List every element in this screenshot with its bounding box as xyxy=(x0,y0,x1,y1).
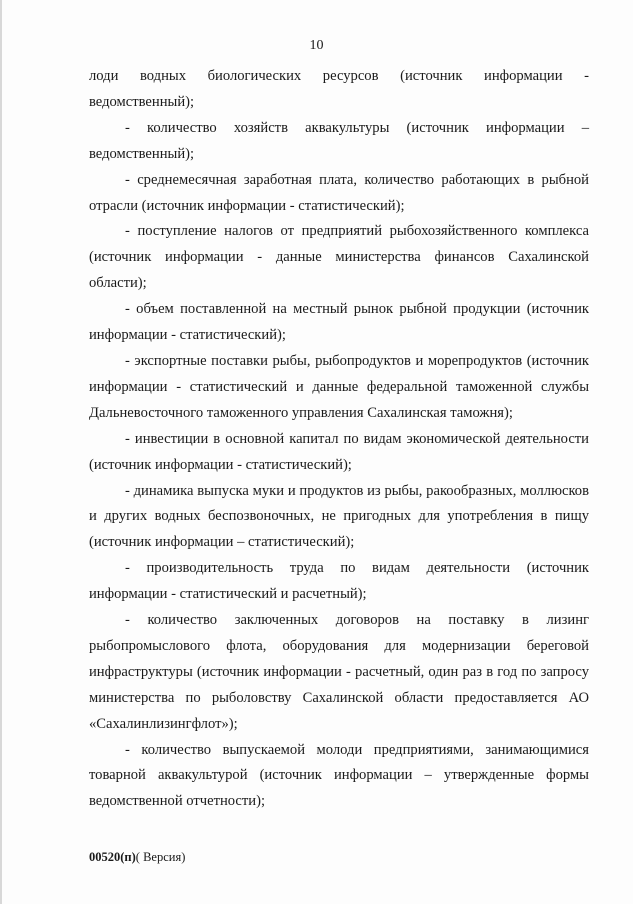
page-number: 10 xyxy=(309,38,324,53)
paragraph-continuation: лоди водных биологических ресурсов (источник информации - ведомственный); xyxy=(89,68,589,110)
list-item: - среднемесячная заработная плата, количество работающих в рыбной отрасли (источник информации - статистический); xyxy=(89,171,589,214)
list-item: - производительность труда по видам деятельности (источник информации - статистический и расчетный); xyxy=(89,560,589,603)
document-footer xyxy=(89,850,185,865)
document-version: ( Версия) xyxy=(135,850,186,864)
list-item: - количество выпускаемой молоди предприятиями, занимающимися товарной аквакультурой (источник информации – утвержденные формы ведомственной отчетности); xyxy=(89,741,589,810)
document-body xyxy=(89,64,589,815)
list-item: - количество заключенных договоров на поставку в лизинг рыбопромыслового флота, оборудования для модернизации береговой инфраструктуры (источник информации - расчетный, один раз в год по запросу министерства по рыболовству Сахалинской области предоставляется АО «Сахалинлизингфлот»); xyxy=(89,612,589,732)
scan-edge xyxy=(0,0,2,904)
list-item: - поступление налогов от предприятий рыбохозяйственного комплекса (источник информации - данные министерства финансов Сахалинской области); xyxy=(89,223,589,292)
list-item: - количество хозяйств аквакультуры (источник информации – ведомственный); xyxy=(89,119,589,162)
list-item: - экспортные поставки рыбы, рыбопродуктов и морепродуктов (источник информации - статистический и данные федеральной таможенной службы Дальневосточного таможенного управления Сахалинская таможня); xyxy=(89,352,589,421)
list-item: - объем поставленной на местный рынок рыбной продукции (источник информации - статистический); xyxy=(89,301,589,344)
document-code: 00520(п) xyxy=(89,850,136,864)
list-item: - инвестиции в основной капитал по видам экономической деятельности (источник информации - статистический); xyxy=(89,430,589,473)
list-item: - динамика выпуска муки и продуктов из рыбы, ракообразных, моллюсков и других водных беспозвоночных, не пригодных для употребления в пищу (источник информации – статистический); xyxy=(89,482,589,551)
